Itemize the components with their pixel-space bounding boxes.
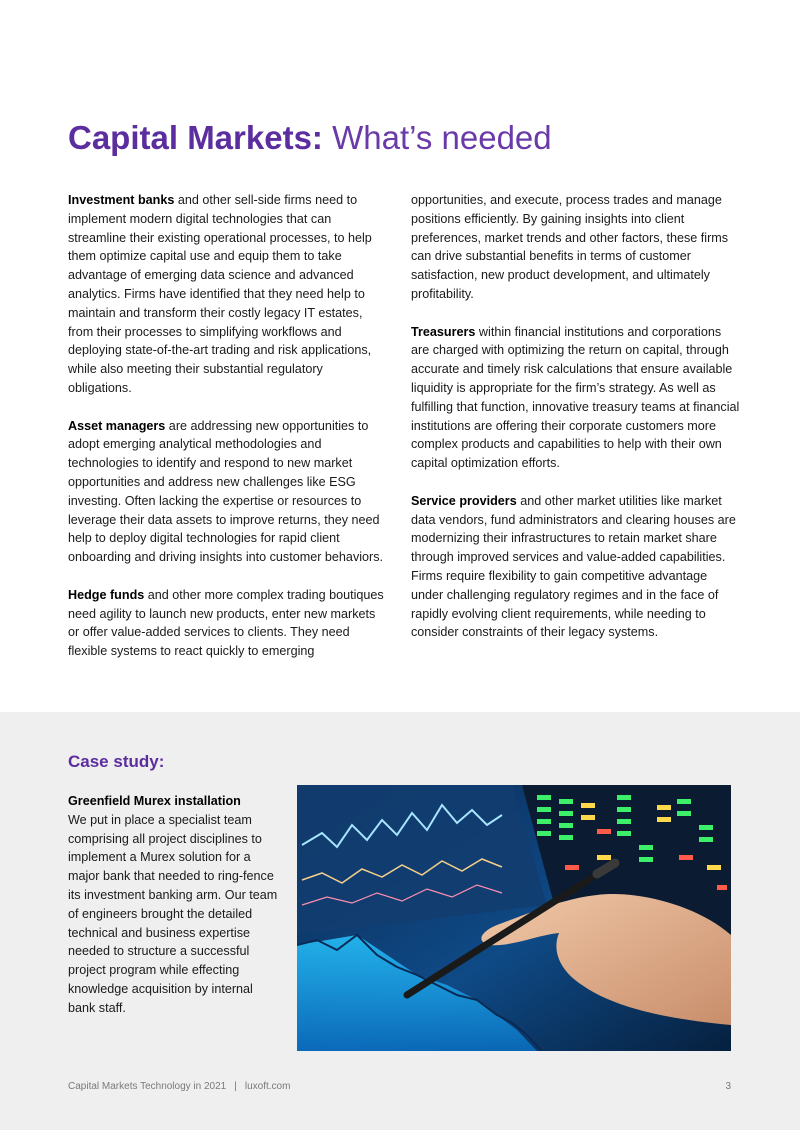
footer-doc-title: Capital Markets Technology in 2021	[68, 1081, 227, 1092]
paragraph-service-providers	[411, 492, 741, 642]
case-study-title: Case study:	[68, 752, 165, 771]
text-hedge-funds-cont: opportunities, and execute, process trades and manage positions efficiently. By gaining insights into client preferences, market trends and other factors, these firms can drive substantial benefits in terms of customer satisfaction, new product development, and ultimately profitability.	[411, 193, 729, 301]
left-column	[68, 191, 386, 680]
case-study-text	[68, 792, 278, 1018]
lead-asset-managers: Asset managers	[68, 418, 166, 433]
paragraph-asset-managers	[68, 417, 386, 567]
page-title-strong: Capital Markets:	[68, 119, 323, 156]
footer-site-link[interactable]: luxoft.com	[244, 1081, 291, 1092]
case-study-body: We put in place a specialist team comprising all project disciplines to implement a Murex solution for a major bank that needed to ring-fence its investment banking arm. Our team of engineers brought the detailed technical and business expertise needed to structure a successful project program while effecting knowledge acquisition by internal bank staff.	[68, 812, 278, 1015]
text-asset-managers: are addressing new opportunities to adopt emerging analytical methodologies and technologies to identify and respond to new market opportunities and address new challenges like ESG investing. Often lacking the expertise or resources to leverage their data assets to improve returns, they need help to deploy digital technologies for rapid client onboarding and driving insights into customer behaviors.	[68, 418, 384, 565]
footer	[68, 1081, 290, 1092]
paragraph-treasurers	[411, 323, 741, 473]
lead-investment-banks: Investment banks	[68, 193, 175, 207]
page-number: 3	[725, 1081, 731, 1092]
paragraph-hedge-funds	[68, 586, 386, 661]
text-hedge-funds: and other more complex trading boutiques need agility to launch new products, enter new markets or offer value-added services to clients. They need flexible systems to react quickly to emerging	[68, 587, 384, 659]
text-service-providers: and other market utilities like market data vendors, fund administrators and clearing houses are modernizing their infrastructures to retain market share through improved services and value-added capabilities. Firms require flexibility to gain competitive advantage under challenging regulatory regimes and in the face of rapidly evolving client requirements, while needing to consider constraints of their legacy systems.	[411, 493, 736, 640]
case-study-subtitle: Greenfield Murex installation	[68, 794, 241, 808]
trading-screen-photo	[297, 785, 731, 1051]
footer-separator: |	[234, 1081, 237, 1092]
trading-screen-illustration	[297, 785, 731, 1051]
text-treasurers: within financial institutions and corporations are charged with optimizing the return on capital, through accurate and timely risk calculations that ensure available liquidity is appropriate for the firm’s strategy. As well as fulfilling that function, innovative treasury teams at financial institutions are offering their corporate customers more complex products and capabilities to help with their own capital optimization efforts.	[411, 324, 740, 471]
right-column	[411, 191, 741, 661]
paragraph-investment-banks	[68, 191, 386, 398]
lead-service-providers: Service providers	[411, 493, 517, 508]
text-investment-banks: and other sell-side firms need to implement modern digital technologies that can streamline their existing operational processes, to help them optimize capital use and equip them to take advantage of emerging data science and advanced analytics. Firms have identified that they need help to maintain and transform their costly legacy IT estates, from their processes to simplifying workflows and deploying state-of-the-art trading and risk applications, while also meeting their substantial regulatory obligations.	[68, 193, 372, 395]
paragraph-hedge-funds-cont	[411, 191, 741, 304]
page-title-light: What’s needed	[332, 119, 552, 156]
page-title	[68, 118, 552, 158]
lead-treasurers: Treasurers	[411, 324, 476, 339]
lead-hedge-funds: Hedge funds	[68, 587, 145, 602]
